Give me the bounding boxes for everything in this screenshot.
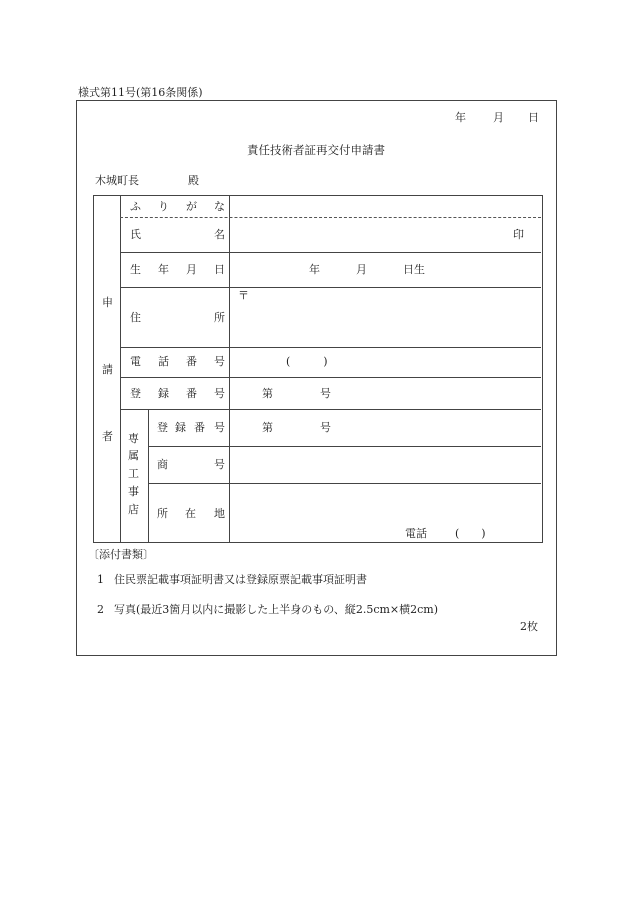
attachment-text-2: 写真(最近3箇月以内に撮影した上半身のもの、縦2.5cm×横2cm) — [114, 603, 439, 616]
phone-paren: ( ) — [286, 355, 328, 368]
form-number: 様式第11号(第16条関係) — [78, 86, 203, 99]
table-divider — [120, 347, 541, 348]
table-divider — [120, 217, 541, 218]
table-divider — [120, 195, 121, 542]
attachment-text-1: 住民票記載事項証明書又は登録原票記載事項証明書 — [114, 573, 367, 586]
addressee-name: 木城町長 — [95, 174, 139, 187]
location-phone-paren: ( ) — [455, 527, 486, 540]
postal-mark: 〒 — [238, 289, 249, 302]
table-divider — [148, 483, 541, 484]
table-divider — [120, 377, 541, 378]
birth-year: 年 — [309, 263, 320, 276]
applicant-table — [93, 195, 543, 543]
birth-month: 月 — [356, 263, 367, 276]
applicant-label-2: 請 — [102, 363, 113, 376]
table-divider — [120, 409, 541, 410]
shop-registration-dai: 第 — [262, 421, 273, 434]
attachment-num-2: 2 — [97, 603, 104, 616]
date-year: 年 — [455, 111, 466, 124]
location-phone-label: 電話 — [405, 527, 427, 540]
attachments-heading: 〔添付書類〕 — [88, 548, 154, 561]
form-title: 責任技術者証再交付申請書 — [247, 143, 385, 157]
table-divider — [148, 446, 541, 447]
shop-registration-gou: 号 — [320, 421, 331, 434]
attachment-num-1: 1 — [97, 573, 104, 586]
date-day: 日 — [528, 111, 539, 124]
table-divider — [229, 195, 230, 542]
applicant-label-1: 申 — [102, 296, 113, 309]
registration-gou: 号 — [320, 387, 331, 400]
registration-dai: 第 — [262, 387, 273, 400]
seal-mark: 印 — [513, 228, 524, 241]
applicant-label-3: 者 — [102, 430, 113, 443]
birth-day: 日生 — [403, 263, 425, 276]
table-divider — [148, 409, 149, 542]
table-divider — [120, 252, 541, 253]
addressee-honorific: 殿 — [188, 174, 199, 187]
attachment-count: 2枚 — [520, 620, 538, 633]
date-month: 月 — [493, 111, 504, 124]
table-divider — [120, 287, 541, 288]
